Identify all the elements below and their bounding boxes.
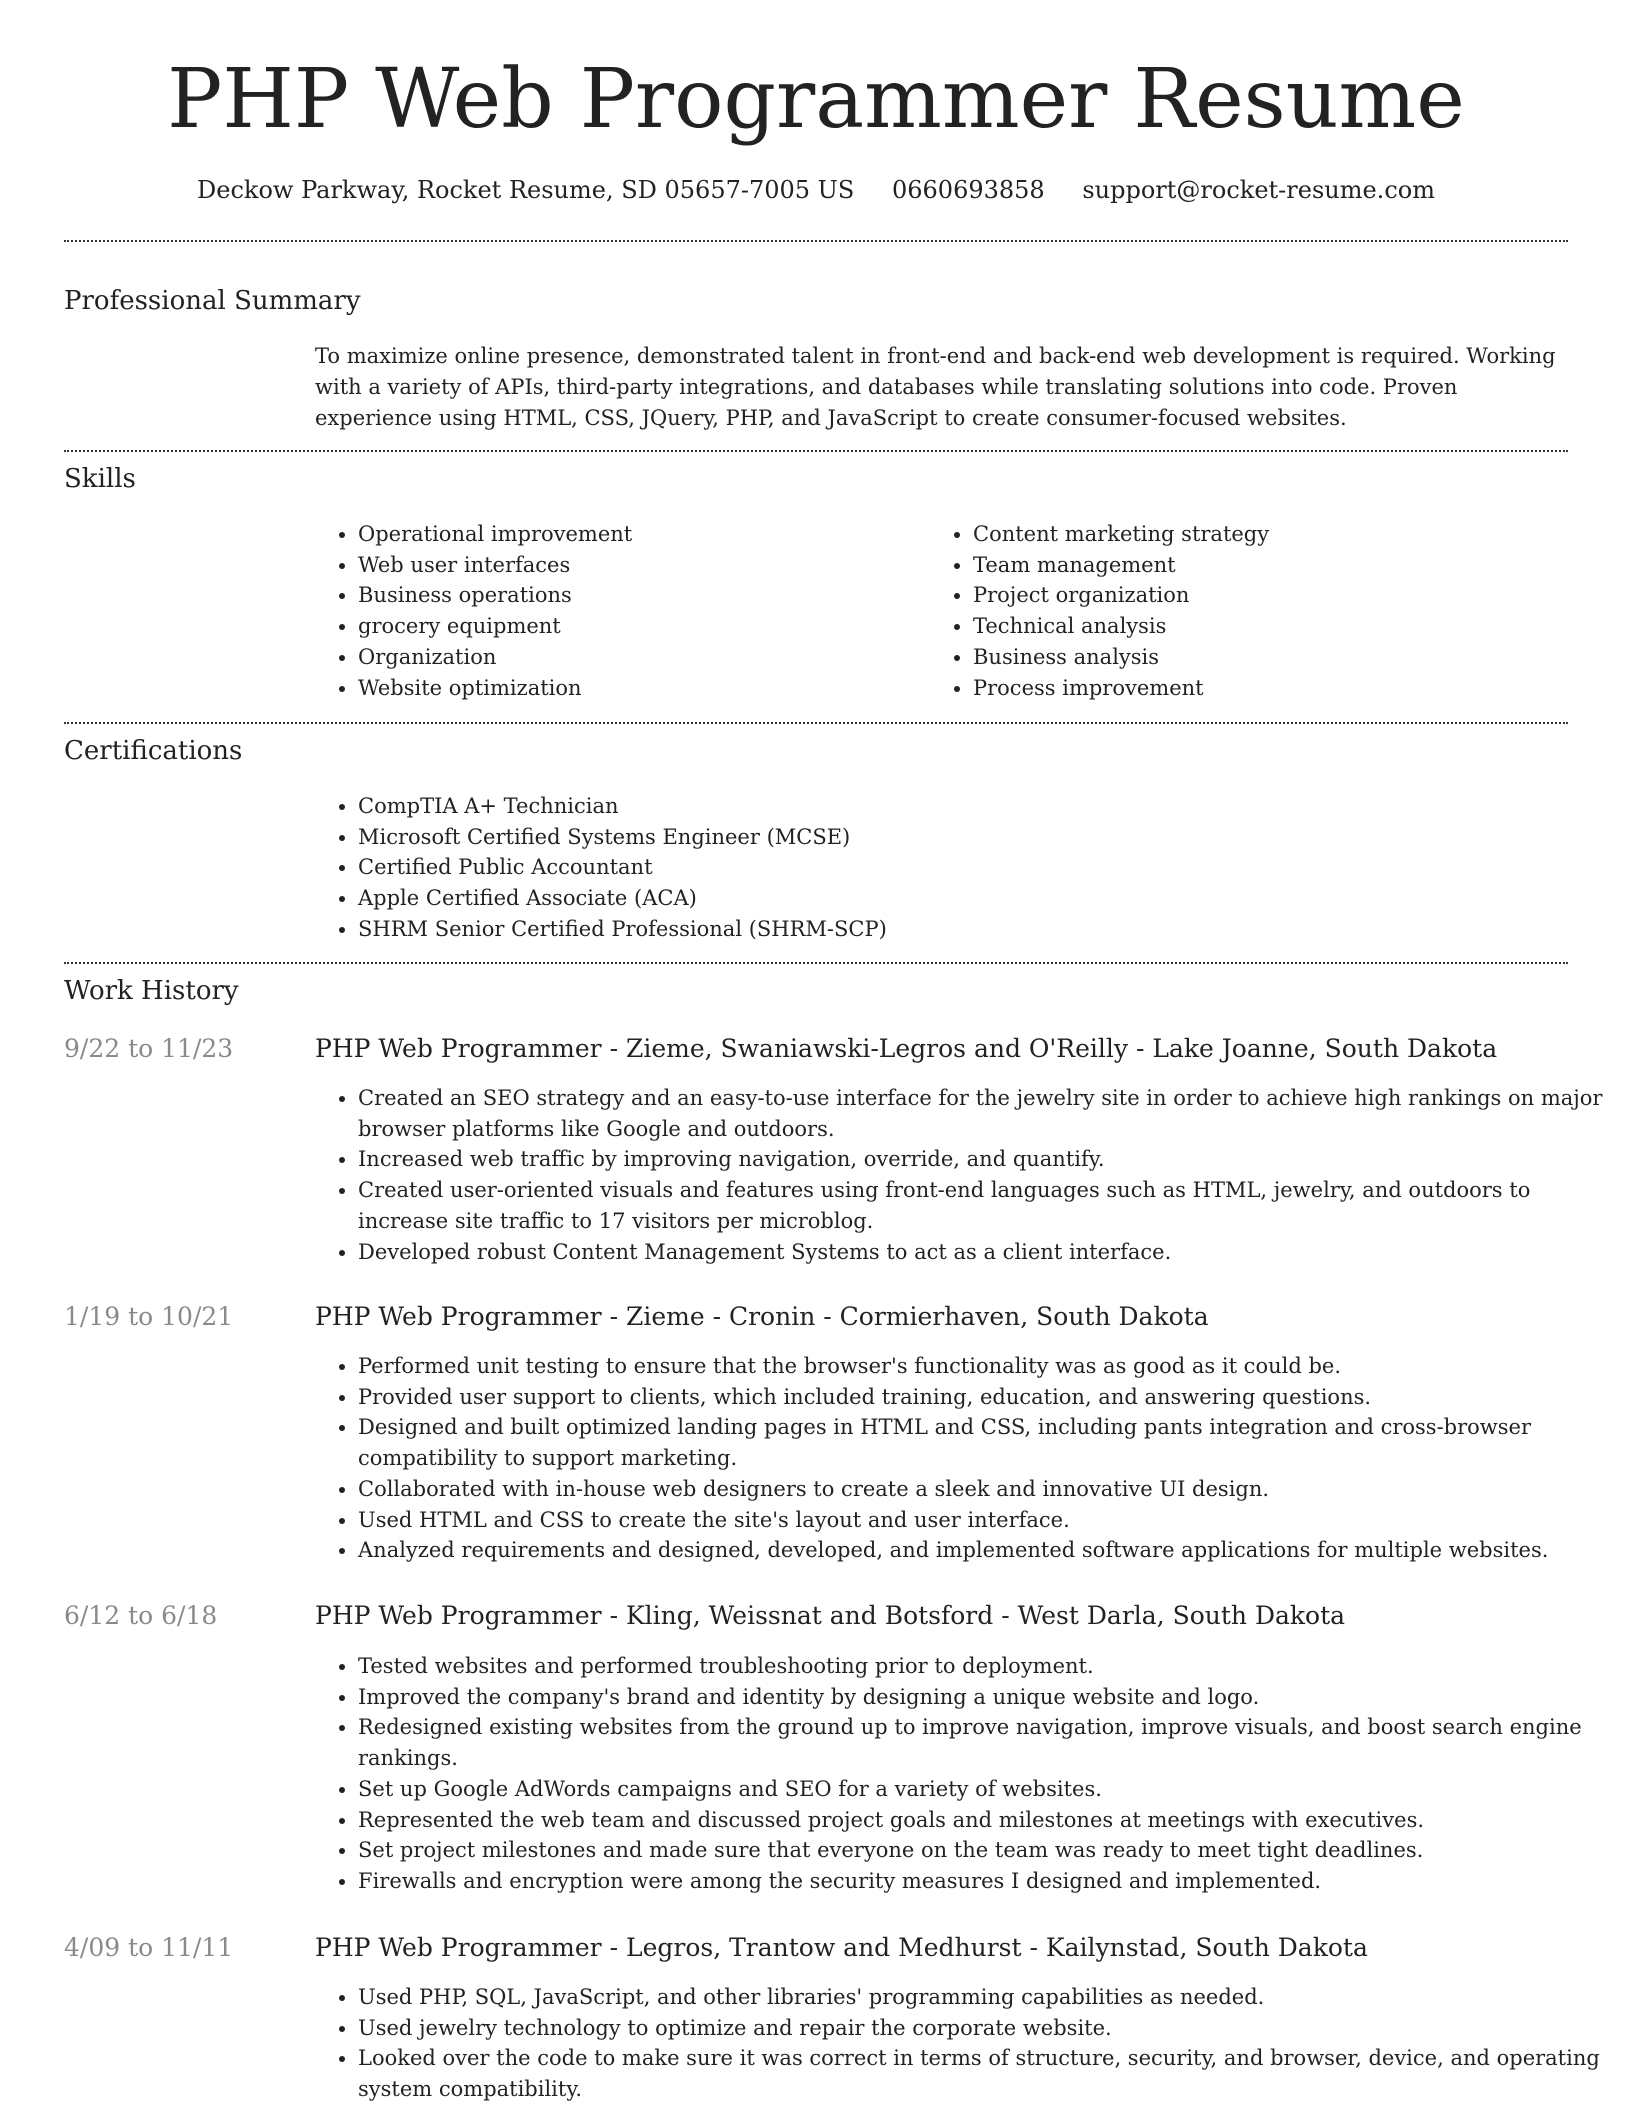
job-bullet: • Provided user support to clients, which included training, education, and answering questions. [358, 1382, 1603, 1413]
job-bullet: • Represented the web team and discussed project goals and milestones at meetings with executives. [358, 1805, 1603, 1836]
contact-line [0, 170, 1632, 210]
job-bullet: • Firewalls and encryption were among the security measures I designed and implemented. [358, 1866, 1603, 1897]
work-history-heading: Work History [64, 976, 239, 1006]
skills-heading: Skills [64, 464, 136, 494]
skill-item: • Web user interfaces [358, 550, 928, 581]
skill-item: • Content marketing strategy [973, 519, 1573, 550]
job-title: PHP Web Programmer - Zieme, Swaniawski-Legros and O'Reilly - Lake Joanne, South Dakota [315, 1034, 1498, 1063]
job-bullets [315, 1351, 1603, 1566]
certification-item: • Certified Public Accountant [358, 852, 1558, 883]
job-bullet: • Collaborated with in-house web designers to create a sleek and innovative UI design. [358, 1474, 1603, 1505]
job-title: PHP Web Programmer - Legros, Trantow and Medhurst - Kailynstad, South Dakota [315, 1933, 1368, 1962]
job-bullet: • Analyzed requirements and designed, developed, and implemented software applications for multiple websites. [358, 1535, 1603, 1566]
job-bullet: • Looked over the code to make sure it was correct in terms of structure, security, and browser, device, and operating system compatibility. [358, 2043, 1603, 2104]
skill-item: • Business operations [358, 580, 928, 611]
skill-item: • Process improvement [973, 673, 1573, 704]
job-bullet: • Used HTML and CSS to create the site's layout and user interface. [358, 1505, 1603, 1536]
skill-item: • Project organization [973, 580, 1573, 611]
contact-phone: 0660693858 [892, 176, 1045, 204]
certification-item: • Apple Certified Associate (ACA) [358, 883, 1558, 914]
job-bullet: • Designed and built optimized landing pages in HTML and CSS, including pants integration and cross-browser compatibility to support marketing. [358, 1412, 1603, 1473]
job-bullet: • Increased web traffic by improving navigation, override, and quantify. [358, 1144, 1603, 1175]
job-bullet: • Tested websites and performed troubleshooting prior to deployment. [358, 1651, 1603, 1682]
divider [64, 722, 1568, 724]
skill-item: • Business analysis [973, 642, 1573, 673]
summary-heading: Professional Summary [64, 286, 361, 316]
job-bullet: • Performed unit testing to ensure that the browser's functionality was as good as it could be. [358, 1351, 1603, 1382]
job-bullets [315, 1982, 1603, 2105]
job-bullet: • Used PHP, SQL, JavaScript, and other libraries' programming capabilities as needed. [358, 1982, 1603, 2013]
job-bullets [315, 1651, 1603, 1897]
page-title: PHP Web Programmer Resume [167, 52, 1465, 147]
job-title: PHP Web Programmer - Zieme - Cronin - Cormierhaven, South Dakota [315, 1302, 1209, 1331]
skills-list-right [930, 519, 1573, 703]
job-dates: 6/12 to 6/18 [64, 1601, 218, 1630]
skill-item: • Website optimization [358, 673, 928, 704]
job-bullet: • Created an SEO strategy and an easy-to-use interface for the jewelry site in order to achieve high rankings on major browser platforms like Google and outdoors. [358, 1083, 1603, 1144]
job-bullet: • Redesigned existing websites from the ground up to improve navigation, improve visuals, and boost search engine rankings. [358, 1712, 1603, 1773]
job-bullet: • Created user-oriented visuals and features using front-end languages such as HTML, jewelry, and outdoors to increase site traffic to 17 visitors per microblog. [358, 1175, 1603, 1236]
certifications-list [315, 791, 1558, 945]
skill-item: • Technical analysis [973, 611, 1573, 642]
certification-item: • Microsoft Certified Systems Engineer (MCSE) [358, 822, 1558, 853]
skill-item: • Operational improvement [358, 519, 928, 550]
contact-address: Deckow Parkway, Rocket Resume, SD 05657-7005 US [197, 176, 855, 204]
job-title: PHP Web Programmer - Kling, Weissnat and Botsford - West Darla, South Dakota [315, 1601, 1346, 1630]
divider [64, 450, 1568, 452]
divider [64, 240, 1568, 242]
certifications-heading: Certifications [64, 736, 243, 766]
summary-text: To maximize online presence, demonstrated talent in front-end and back-end web development is required. Working with a variety of APIs, third-party integrations, and databases while translating solutions into code. Proven experience using HTML, CSS, JQuery, PHP, and JavaScript to create consumer-focused websites. [315, 344, 1556, 430]
skill-item: • grocery equipment [358, 611, 928, 642]
skills-list-left [315, 519, 928, 703]
job-bullet: • Developed robust Content Management Systems to act as a client interface. [358, 1237, 1603, 1268]
job-dates: 9/22 to 11/23 [64, 1034, 234, 1063]
job-dates: 1/19 to 10/21 [64, 1302, 234, 1331]
job-bullet: • Set up Google AdWords campaigns and SEO for a variety of websites. [358, 1774, 1603, 1805]
certification-item: • CompTIA A+ Technician [358, 791, 1558, 822]
skill-item: • Team management [973, 550, 1573, 581]
divider [64, 962, 1568, 964]
job-bullet: • Improved the company's brand and identity by designing a unique website and logo. [358, 1682, 1603, 1713]
certification-item: • SHRM Senior Certified Professional (SHRM-SCP) [358, 914, 1558, 945]
job-bullet: • Set project milestones and made sure that everyone on the team was ready to meet tight deadlines. [358, 1835, 1603, 1866]
job-bullet: • Used jewelry technology to optimize and repair the corporate website. [358, 2013, 1603, 2044]
contact-email[interactable]: support@rocket-resume.com [1082, 176, 1435, 204]
skill-item: • Organization [358, 642, 928, 673]
job-bullets [315, 1083, 1603, 1267]
job-dates: 4/09 to 11/11 [64, 1933, 234, 1962]
